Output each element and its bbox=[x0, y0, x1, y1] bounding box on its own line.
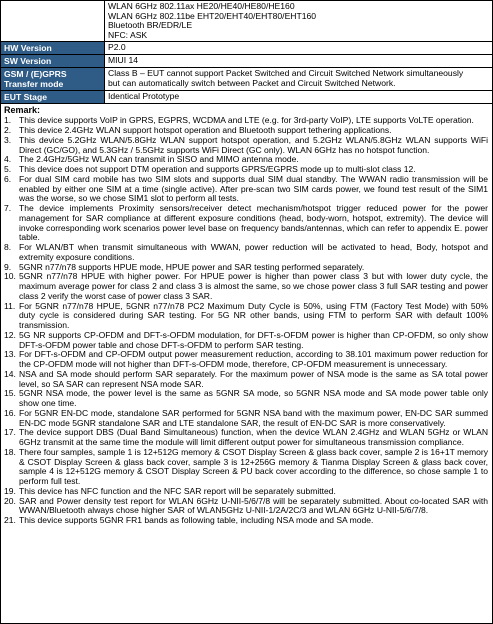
remark-text: For dual SIM card mobile has two SIM slots and supports dual SIM dual standby. The WWAN radio transmission will be enabled by either one SIM at a time (single active). After pre-scan two SIM cards power, we found test result of the SIM1 was the worse, so we chose SIM1 slot to perform all tests. bbox=[19, 173, 488, 204]
radio-modes-label-cell bbox=[1, 1, 105, 41]
remark-number: 15. bbox=[4, 388, 16, 399]
eut-stage-row bbox=[1, 91, 492, 104]
remark-text: There four samples, sample 1 is 12+512G memory & CSOT Display Screen & glass back cover, sample 2 is 16+1T memory & CSOT Display Screen & glass back cover, sample 3 is 12+256G memory & Tianma Display Screen & glass back cover, sample 4 is 12+512G memory & CSOT Display Screen & PU back cover according to the difference, so chose sample 1 to perform full test. bbox=[19, 446, 488, 487]
remark-text: NSA and SA mode should perform SAR separately. For the maximum power of NSA mode is the same as SA total power level, so SA SAR can represent NSA mode SAR. bbox=[19, 368, 488, 389]
radio-mode-line: WLAN 6GHz 802.11be EHT20/EHT40/EHT80/EHT160 bbox=[108, 10, 317, 21]
remark-text: For DFT-s-OFDM and CP-OFDM output power measurement reduction, according to 38.101 maximum power reduction for the CP-OFDM mode will not higher than DFT-s-OFDM mode, therefore, CP-OFDM measurement is unnecessary. bbox=[19, 349, 488, 370]
remark-item bbox=[1, 516, 488, 526]
transfer-mode-label-line: GSM / (E)GPRS bbox=[4, 69, 67, 80]
remark-list bbox=[1, 116, 492, 526]
remark-text: This device 5.2GHz WLAN/5.8GHz WLAN support hotspot operation, and 5.2GHz WLAN/5.8GHz WLAN supports WiFi Direct (GC/GO), and 5.3GHz / 5.5GHz supports WiFi Direct (GC only). WLAN 6GHz has no hotspot function. bbox=[19, 134, 488, 155]
radio-mode-line: Bluetooth BR/EDR/LE bbox=[108, 20, 193, 31]
remarks-section bbox=[1, 104, 492, 526]
remark-text: The 2.4GHz/5GHz WLAN can transmit in SISO and MIMO antenna mode. bbox=[19, 154, 299, 165]
radio-modes-row bbox=[1, 1, 492, 42]
radio-mode-line: NFC: ASK bbox=[108, 29, 148, 40]
sw-version-value: MIUI 14 bbox=[108, 55, 139, 66]
remark-text: This device 2.4GHz WLAN support hotspot operation and Bluetooth support tethering applications. bbox=[19, 125, 392, 136]
remark-number: 5. bbox=[4, 164, 12, 175]
remark-text: This device has NFC function and the NFC SAR report will be separately submitted. bbox=[19, 485, 336, 496]
remark-item bbox=[1, 370, 488, 390]
radio-mode-line: WLAN 6GHz 802.11ax HE20/HE40/HE80/HE160 bbox=[108, 1, 295, 11]
remark-number: 8. bbox=[4, 242, 12, 253]
remark-number: 1. bbox=[4, 115, 12, 126]
remark-text: This device supports VoIP in GPRS, EGPRS, WCDMA and LTE (e.g. for 3rd-party VoIP), LTE supports VoLTE operation. bbox=[19, 115, 474, 126]
remark-item bbox=[1, 331, 488, 351]
remark-number: 9. bbox=[4, 261, 12, 272]
eut-stage-label: EUT Stage bbox=[1, 91, 105, 103]
remark-number: 19. bbox=[4, 485, 16, 496]
remark-item bbox=[1, 272, 488, 301]
hw-version-label: HW Version bbox=[1, 42, 105, 54]
remark-text: 5GNR n77/n78 supports HPUE mode, HPUE power and SAR testing performed separately. bbox=[19, 261, 365, 272]
remark-text: This device supports 5GNR FR1 bands as following table, including NSA mode and SA mode. bbox=[19, 515, 374, 526]
remark-number: 21. bbox=[4, 515, 16, 526]
remark-number: 3. bbox=[4, 134, 12, 145]
remark-number: 10. bbox=[4, 271, 16, 282]
transfer-mode-label bbox=[1, 68, 105, 90]
remark-number: 13. bbox=[4, 349, 16, 360]
remark-text: 5GNR n77/n78 HPUE with higher power. For HPUE power is higher than power class 3 but with lower duty cycle, the maximum average power for class 2 and class 3 is almost the same, so we chose power class 3 full SAR testing and power class 2 verify the worst case of power class 3 SAR. bbox=[19, 271, 488, 301]
remark-text: SAR and Power density test report for WLAN 6GHz U-NII-5/6/7/8 will be separately submitted. About co-located SAR with WWAN/Bluetooth always chose higher SAR of WLAN5GHz U-NII-1/2A/2C/3 and WLAN 6GHz U-NII-5/6/7/8. bbox=[19, 495, 488, 516]
remark-text: For 5GNR EN-DC mode, standalone SAR performed for 5GNR NSA band with the maximum power, EN-DC SAR summed EN-DC mode 5GNR standalone SAR and LTE standalone SAR, the result of EN-DC SAR is more conservatively. bbox=[19, 407, 488, 428]
transfer-mode-label-line: Transfer mode bbox=[4, 79, 64, 90]
remark-item bbox=[1, 136, 488, 156]
remark-number: 17. bbox=[4, 427, 16, 438]
transfer-mode-value bbox=[105, 68, 492, 90]
remark-number: 18. bbox=[4, 446, 16, 457]
remark-text: The device implements Proximity sensors/receiver detect mechanism/hotspot trigger reduced power for the power management for SAR compliance at different exposure conditions (head, body-worn, hotspot, extremity). The device will invoke corresponding work scenarios power level base on frequency bands/antennas, which can refer to appendix E. power table. bbox=[19, 203, 488, 243]
remark-item bbox=[1, 428, 488, 448]
remark-number: 6. bbox=[4, 173, 12, 184]
remark-item bbox=[1, 175, 488, 204]
remark-text: The device support DBS (Dual Band Simultaneous) function, when the device WLAN 2.4GHz and WLAN 5GHz or WLAN 6GHz transmit at the same time the module will limit different output power for simultaneous transmission compliance. bbox=[19, 427, 488, 448]
remark-number: 2. bbox=[4, 125, 12, 136]
remark-item bbox=[1, 204, 488, 243]
remark-number: 14. bbox=[4, 368, 16, 379]
remark-item bbox=[1, 497, 488, 517]
remark-number: 7. bbox=[4, 203, 12, 214]
remark-heading: Remark: bbox=[4, 105, 41, 116]
remark-item bbox=[1, 389, 488, 409]
remark-text: 5GNR NSA mode, the power level is the same as 5GNR SA mode, so 5GNR NSA mode and SA mode power table only show one time. bbox=[19, 388, 488, 409]
remark-item bbox=[1, 350, 488, 370]
remark-number: 11. bbox=[4, 300, 16, 311]
hw-version-row bbox=[1, 42, 492, 55]
remark-number: 20. bbox=[4, 495, 16, 506]
remark-text: This device does not support DTM operation and supports GPRS/EGPRS mode up to multi-slot class 12. bbox=[19, 164, 416, 175]
remark-item bbox=[1, 448, 488, 487]
remark-text: For 5GNR n77/n78 HPUE, 5GNR n77/n78 PC2 Maximum Duty Cycle is 50%, using FTM (Factory Test Mode) with 50% duty cycle is considered during SAR testing. For 5G NR other bands, using FTM to perform SAR with default 100% transmission. bbox=[19, 300, 488, 331]
hw-version-value: P2.0 bbox=[108, 42, 126, 53]
eut-stage-value: Identical Prototype bbox=[108, 91, 180, 102]
remark-item bbox=[1, 302, 488, 331]
radio-modes-value bbox=[105, 1, 492, 41]
transfer-mode-value-line: Class B – EUT cannot support Packet Switched and Circuit Switched Network simultaneously bbox=[108, 68, 464, 79]
transfer-mode-row bbox=[1, 68, 492, 91]
sw-version-row bbox=[1, 55, 492, 68]
remark-number: 16. bbox=[4, 407, 16, 418]
remark-text: For WLAN/BT when transmit simultaneous with WWAN, power reduction will be activated to head, Body, hotspot and extremity exposure conditions. bbox=[19, 242, 488, 262]
sw-version-label: SW Version bbox=[1, 55, 105, 67]
transfer-mode-value-line: but can automatically switch between Packet and Circuit Switched Network. bbox=[108, 77, 396, 88]
remark-item bbox=[1, 409, 488, 429]
remark-number: 12. bbox=[4, 329, 16, 340]
remark-item bbox=[1, 243, 488, 263]
remark-number: 4. bbox=[4, 154, 12, 165]
remark-text: 5G NR supports CP-OFDM and DFT-s-OFDM modulation, for DFT-s-OFDM power is higher than CP-OFDM, so only show DFT-s-OFDM power table and chose DFT-s-OFDM to perform SAR testing. bbox=[19, 329, 488, 350]
